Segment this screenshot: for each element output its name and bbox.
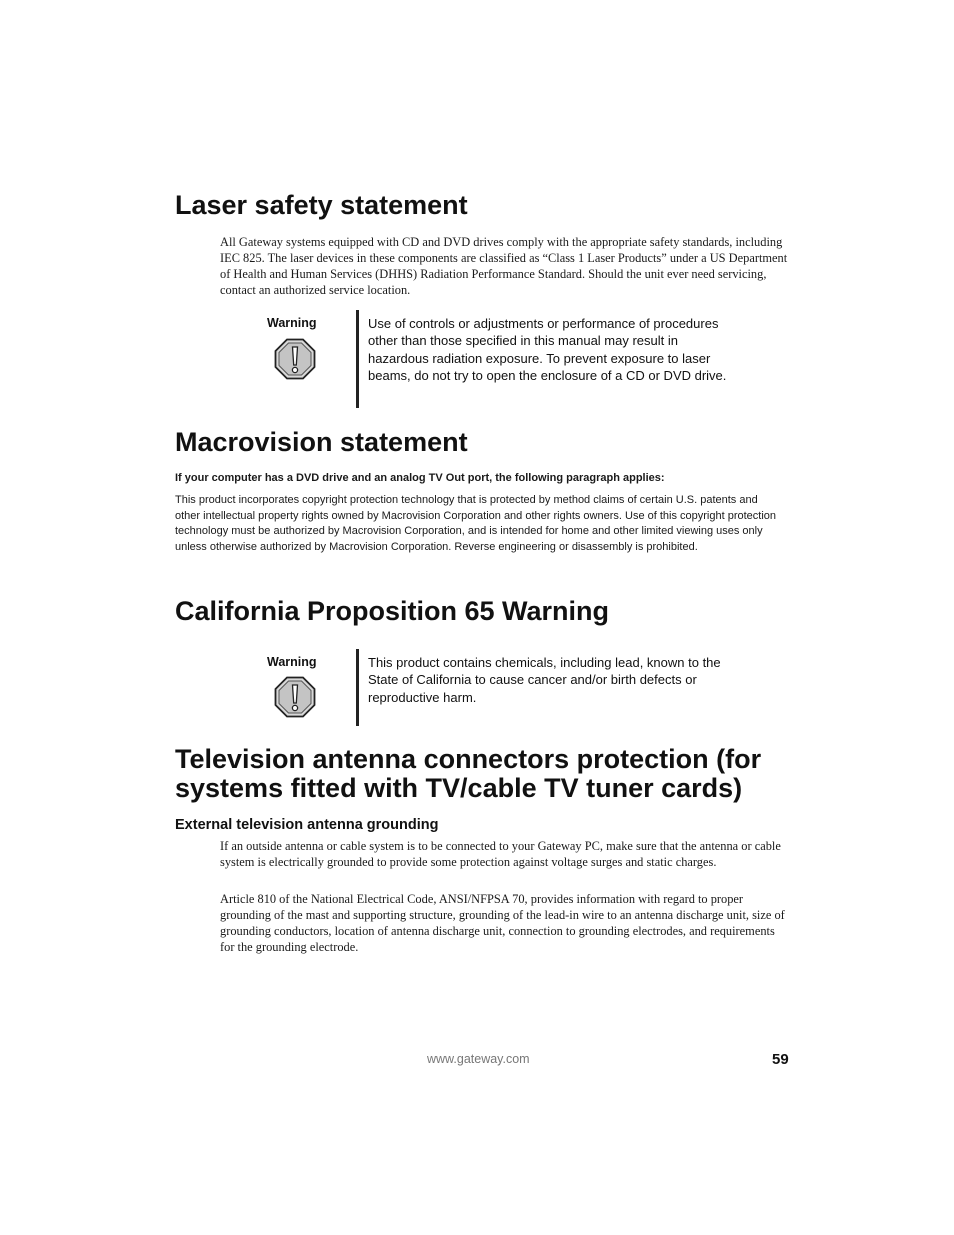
footer-url: www.gateway.com — [427, 1052, 530, 1066]
warning-octagon-icon — [274, 676, 316, 718]
macrovision-lead: If your computer has a DVD drive and an analog TV Out port, the following paragraph applies: — [175, 472, 665, 484]
antenna-grounding-para2: Article 810 of the National Electrical Code, ANSI/NFPSA 70, provides information with regard to proper grounding of the mast and supporting structure, grounding of the lead-in wire to an antenna discharge unit, size of grounding conductors, location of antenna discharge unit, connection to grounding electrodes, and requirements for the grounding electrode. — [220, 892, 785, 954]
warning-label: Warning — [267, 316, 317, 330]
laser-safety-heading: Laser safety statement — [175, 190, 468, 220]
california-prop65-heading: California Proposition 65 Warning — [175, 596, 610, 626]
warning-octagon-icon — [274, 338, 316, 380]
california-warning-text: This product contains chemicals, including lead, known to the State of California to cause cancer and/or birth defects or reproductive harm. — [368, 655, 721, 705]
tv-antenna-heading-line1: Television antenna connectors protection (for — [175, 744, 762, 774]
antenna-grounding-para1: If an outside antenna or cable system is to be connected to your Gateway PC, make sure that the antenna or cable system is electrically grounded to provide some protection against voltage surges and static charges. — [220, 839, 781, 869]
warning-divider — [356, 649, 359, 726]
macrovision-heading: Macrovision statement — [175, 427, 468, 457]
warning-label: Warning — [267, 655, 317, 669]
macrovision-body: This product incorporates copyright protection technology that is protected by method claims of certain U.S. patents and other intellectual property rights owned by Macrovision Corporation and other rights owners. Use of this copyright protection technology must be authorized by Macrovision Corporation, and is intended for home and other limited viewing uses only unless otherwise authorized by Macrovision Corporation. Reverse engineering or disassembly is prohibited. — [175, 494, 777, 553]
laser-safety-body: All Gateway systems equipped with CD and DVD drives comply with the appropriate safety standards, including IEC 825. The laser devices in these components are classified as “Class 1 Laser Products” under a US Department of Health and Human Services (DHHS) Radiation Performance Standard. Should the unit ever need servicing, contact an authorized service location. — [220, 235, 788, 297]
laser-warning-text: Use of controls or adjustments or performance of procedures other than those specified in this manual may result in hazardous radiation exposure. To prevent exposure to laser beams, do not try to open the enclosure of a CD or DVD drive. — [368, 316, 727, 383]
page-number: 59 — [772, 1051, 789, 1068]
warning-divider — [356, 310, 359, 408]
tv-antenna-heading-line2: systems fitted with TV/cable TV tuner cards) — [175, 773, 743, 803]
antenna-grounding-subheading: External television antenna grounding — [175, 817, 439, 833]
